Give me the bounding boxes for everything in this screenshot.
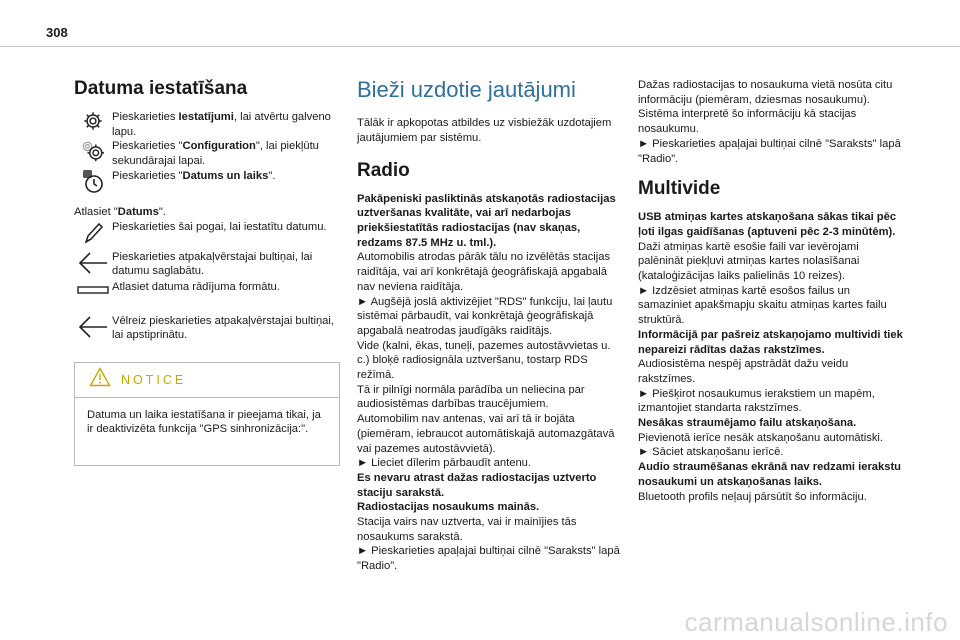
multimedia-question-1: USB atmiņas kartes atskaņošana sākas tikai pēc ļoti ilgas gaidīšanas (aptuveni pēc 2-3 minūtēm).	[638, 211, 897, 238]
pencil-text: Pieskarieties šai pogai, lai iestatītu datumu.	[112, 220, 327, 233]
step-configuration-text: Pieskarieties "Configuration", lai piekļūtu sekundārajai lapai.	[112, 140, 319, 168]
notice-body	[75, 398, 339, 437]
radio-answer-1-bullet-1: ► Augšējā joslā aktivizējiet "RDS" funkciju, lai ļautu sistēmai pārbaudīt, vai konkrētajā ģeogrāfiskajā apgabalā neatrodas jaudīgāks raidītājs.	[357, 295, 613, 337]
date-settings-title: Datuma iestatīšana	[74, 78, 248, 99]
notice-title: NOTICE	[121, 372, 187, 387]
radio-section-title: Radio	[357, 159, 410, 181]
multimedia-answer-3-bullet-1: ► Sāciet atskaņošanu ierīcē.	[638, 446, 784, 459]
clock-icon	[74, 169, 112, 195]
gears-icon	[74, 139, 112, 165]
step-configuration	[74, 139, 340, 168]
step-confirm	[74, 314, 340, 344]
notice-header	[75, 363, 339, 398]
step-date-time-text: Pieskarieties "Datums un laiks".	[112, 169, 276, 182]
radio-continued-bullet-1: ► Pieskarieties apaļajai bultiņai cilnē "Saraksts" lapā "Radio".	[638, 137, 901, 165]
step-settings	[74, 110, 340, 139]
gear-icon	[74, 110, 112, 136]
multimedia-question-3: Nesākas straumējamo failu atskaņošana.	[638, 417, 857, 430]
multimedia-answer-4: Bluetooth profils neļauj pārsūtīt šo informāciju.	[638, 490, 867, 503]
radio-question-2: Es nevaru atrast dažas radiostacijas uztverto staciju sarakstā.	[357, 471, 597, 499]
multimedia-answer-2-bullet-1: ► Piešķirot nosaukumus ierakstiem un mapēm, izmantojiet standarta rakstzīmes.	[638, 387, 875, 415]
multimedia-answer-3: Pievienotā ierīce nesāk atskaņošanu automātiski.	[638, 431, 884, 444]
step-back-save	[74, 250, 340, 280]
notice-text: Datuma un laika iestatīšana ir pieejama tikai, ja ir deaktivizēta funkcija "GPS sinhronizācija:".	[87, 408, 321, 436]
multimedia-answer-1-bullet-1: ► Izdzēsiet atmiņas kartē esošos failus un samaziniet apakšmapju skaitu atmiņas kartes failu struktūrā.	[638, 284, 887, 327]
faq-title: Bieži uzdotie jautājumi	[357, 77, 576, 102]
multimedia-answer-1: Daži atmiņas kartē esošie faili var ievērojami palēnināt piekļuvi atmiņas kartes nolasīšanai (kataloģizācijas laiks palielinās 10 reizes).	[638, 240, 860, 283]
pencil-icon	[74, 220, 112, 250]
notice-box	[74, 362, 340, 466]
page-number: 308	[46, 25, 68, 40]
date-settings-column	[74, 78, 340, 466]
confirm-text: Vēlreiz pieskarieties atpakaļvērstajai bultiņai, lai apstiprinātu.	[112, 314, 334, 342]
radio-question-1: Pakāpeniski pasliktinās atskaņotās radiostacijas uztveršanas kvalitāte, vai arī nedarbojas priekšiestatītās radiostacijas (nav skaņas, redzams 87.5 MHz u. tml.).	[357, 192, 616, 249]
header-rule	[0, 46, 960, 47]
step-date-time	[74, 169, 340, 195]
back-arrow-icon	[74, 314, 112, 344]
radio-continued-para-2: Sistēma interpretē šo informāciju kā stacijas nosaukumu.	[638, 108, 857, 136]
multimedia-answer-2: Audiosistēma nespēj apstrādāt dažu veidu rakstzīmes.	[638, 358, 849, 385]
multimedia-question-2: Informācijā par pašreiz atskaņojamo multividi tiek nepareizi rādītas dažas rakstzīmes.	[638, 328, 903, 356]
select-date-text: Atlasiet "Datums".	[74, 205, 166, 218]
radio-answer-1: Automobilis atrodas pārāk tālu no izvēlētās stacijas raidītāja, vai arī konkrētajā ģeogrāfiskajā apgabalā nav neviena raidītāja.	[357, 251, 611, 293]
radio-question-3: Radiostacijas nosaukums mainās.	[357, 501, 540, 514]
faq-intro: Tālāk ir apkopotas atbildes uz visbiežāk uzdotajiem jautājumiem par sistēmu.	[357, 117, 612, 144]
back-save-text: Pieskarieties atpakaļvērstajai bultiņai, lai datumu saglabātu.	[112, 250, 313, 278]
radio-answer-1-para-2: Vide (kalni, ēkas, tuneļi, pazemes autostāvvietas u. c.) bloķē radiosignāla uztveršanu, tostarp RDS režīmā.	[357, 339, 611, 382]
radio-answer-3-bullet-1: ► Pieskarieties apaļajai bultiņai cilnē "Saraksts" lapā "Radio".	[357, 545, 620, 573]
multimedia-section-title: Multivide	[638, 178, 721, 200]
warning-triangle-icon	[89, 367, 111, 392]
faq-column	[357, 78, 623, 574]
radio-answer-1-bullet-2: ► Lieciet dīlerim pārbaudīt antenu.	[357, 457, 532, 470]
step-pencil	[74, 220, 340, 250]
back-arrow-icon	[74, 250, 112, 280]
radio-continued-para-1: Dažas radiostacijas to nosaukuma vietā nosūta citu informāciju (piemēram, dziesmas nosaukumu).	[638, 79, 893, 106]
radio-answer-3: Stacija vairs nav uztverta, vai ir mainījies tās nosaukums sarakstā.	[357, 516, 577, 543]
radio-answer-1-para-4: Automobilim nav antenas, vai arī tā ir bojāta (piemēram, iebraucot automātiskajā automazgātavā vai pazemes autostāvvietā).	[357, 413, 615, 455]
step-format	[74, 280, 340, 300]
step-settings-text: Pieskarieties Iestatījumi, lai atvērtu galveno lapu.	[112, 111, 331, 138]
multimedia-question-4: Audio straumēšanas ekrānā nav redzami ierakstu nosaukumi un atskaņošanas laiks.	[638, 461, 902, 488]
watermark: carmanualsonline.info	[684, 607, 948, 637]
format-text: Atlasiet datuma rādījuma formātu.	[112, 280, 280, 293]
radio-answer-1-para-3: Tā ir pilnīgi normāla parādība un neliecina par audiosistēmas darbības traucējumiem.	[357, 383, 585, 411]
faq-continued-column	[638, 78, 906, 504]
format-bar-icon	[74, 280, 112, 300]
